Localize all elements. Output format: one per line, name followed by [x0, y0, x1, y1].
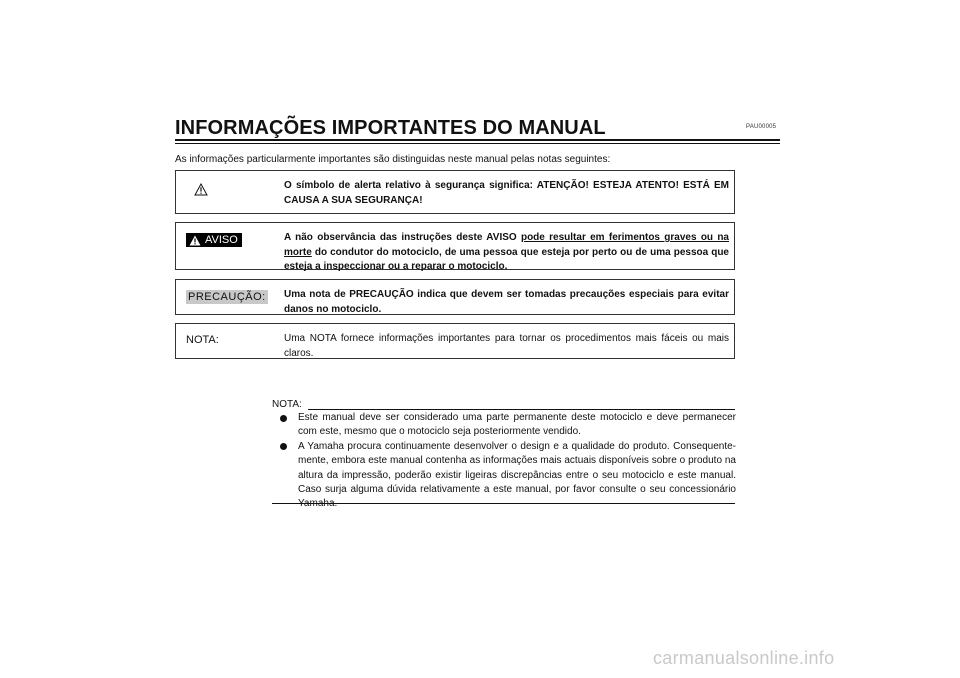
- note-list: [280, 411, 736, 512]
- aviso-text-after: do condutor do motociclo, de uma pessoa que esteja por perto ou de uma pessoa que esteja a inspeccionar ou a reparar o motociclo.: [284, 246, 729, 272]
- aviso-box: [175, 222, 735, 270]
- note-heading-rule: [308, 409, 735, 410]
- alert-box-text: O símbolo de alerta relativo à segurança significa: ATENÇÃO! ESTEJA ATENTO! ESTÁ EM CAUSA A SUA SEGURANÇA!: [284, 180, 729, 206]
- list-item: [280, 440, 736, 512]
- watermark: carmanualsonline.info: [653, 648, 835, 668]
- page-title: INFORMAÇÕES IMPORTANTES DO MANUAL: [175, 117, 606, 139]
- title-rule-thick: [175, 139, 780, 141]
- precaucao-box-text: Uma nota de PRECAUÇÃO indica que devem ser tomadas precauções especiais para evitar danos no motociclo.: [284, 289, 729, 315]
- note-item-text: A Yamaha procura continuamente desenvolver o design e a qualidade do produto. Consequente-mente, embora este manual contenha as informações mais actuais disponíveis sobre o produto na altura da impressão, poderão existir ligeiras discrepâncias entre o seu motociclo e este manual. Caso surja alguma dúvida relativamente a este manual, por favor consulte o seu concessionário: [298, 440, 736, 496]
- nota-label: NOTA:: [186, 334, 219, 346]
- bullet-icon: [280, 443, 287, 450]
- aviso-badge: [186, 233, 242, 247]
- note-item-text: Este manual deve ser considerado uma parte permanente deste motociclo e deve permanecer com este, mesmo que o motociclo seja posteriormente vendido.: [298, 412, 736, 438]
- warning-triangle-icon: [194, 183, 208, 201]
- list-item: [280, 411, 736, 440]
- bullet-icon: [280, 415, 287, 422]
- nota-box-text: Uma NOTA fornece informações importantes para tornar os procedimentos mais fáceis ou mais claros.: [284, 333, 729, 359]
- precaucao-box: [175, 279, 735, 315]
- note-bottom-rule: [272, 503, 735, 504]
- aviso-box-text: [284, 231, 729, 275]
- warning-triangle-icon: [189, 235, 201, 246]
- alert-box: [175, 170, 735, 214]
- note-heading: NOTA:: [272, 399, 302, 410]
- precaucao-badge: PRECAUÇÃO:: [188, 291, 266, 303]
- aviso-badge-label: AVISO: [205, 234, 238, 246]
- document-code: PAU00005: [746, 124, 777, 130]
- title-rule-thin: [175, 143, 780, 144]
- nota-box: [175, 323, 735, 359]
- intro-text: As informações particularmente importantes são distinguidas neste manual pelas notas seguintes:: [175, 154, 611, 165]
- aviso-text-underlined: pode resultar em ferimentos graves ou na morte: [284, 232, 729, 258]
- aviso-text-before: A não observância das instruções deste AVISO: [284, 232, 521, 243]
